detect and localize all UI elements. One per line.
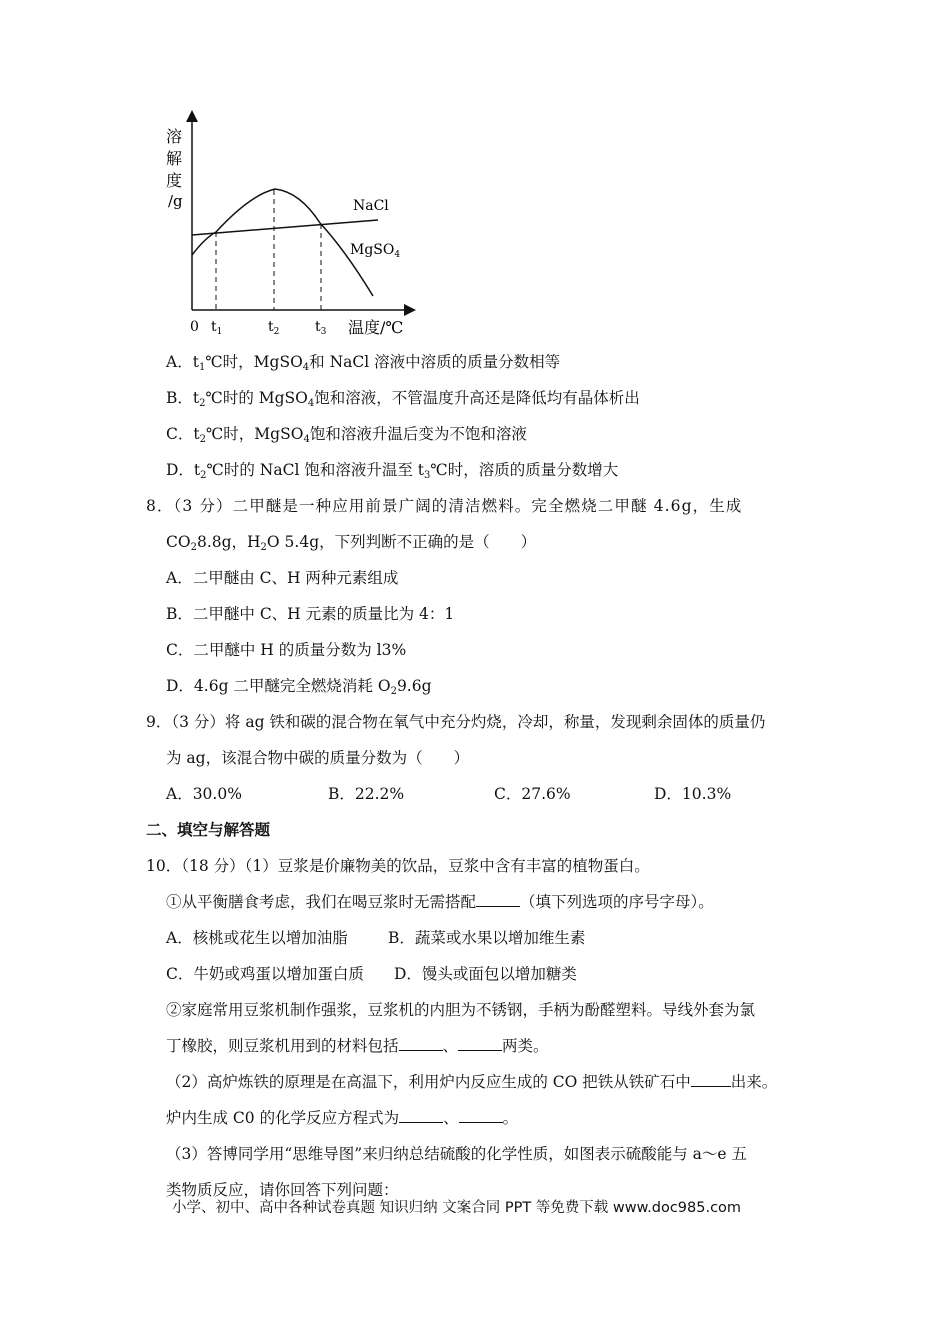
q7-option-b: B．$t_2℃$时的 MgSO$_4$饱和溶液，不管温度升高还是降低均有晶体析出	[166, 389, 640, 409]
answer-blank[interactable]	[459, 1108, 503, 1123]
answer-blank[interactable]	[691, 1072, 731, 1087]
footer-banner: 小学、初中、高中各种试卷真题 知识归纳 文案合同 PPT 等免费下载 www.doc985.com	[172, 1200, 742, 1216]
answer-blank[interactable]	[458, 1036, 502, 1051]
series-label-mgso4: MgSO$_4$	[350, 242, 401, 260]
q9-option-c: C．27.6%	[494, 785, 571, 803]
q10-option-c: C．牛奶或鸡蛋以增加蛋白质	[166, 965, 364, 983]
tick-t1: $t_1$	[211, 319, 223, 337]
section-heading: 二、填空与解答题	[146, 821, 271, 839]
q8-option-d: D．4.6g 二甲醚完全燃烧消耗 $O_29.6g$	[166, 677, 432, 697]
q8-option-c: C．二甲醚中 H 的质量分数为 l3%	[166, 641, 407, 659]
y-label-3: 度	[166, 171, 183, 190]
answer-blank[interactable]	[476, 892, 520, 907]
tick-t3: $t_3$	[315, 319, 327, 337]
answer-blank[interactable]	[399, 1036, 443, 1051]
q10-line8: 炉内生成 C0 的化学反应方程式为 、 。	[166, 1109, 519, 1127]
q7-option-d: D．$t_2℃$时的 NaCl 饱和溶液升温至 $t_3℃$时，溶质的质量分数增大	[166, 461, 619, 481]
solubility-chart	[160, 110, 420, 342]
q9-option-d: D．10.3%	[654, 785, 732, 803]
q9-stem-line1: 9．（3 分）将 ag 铁和碳的混合物在氧气中充分灼烧，冷却，称量，发现剩余固体的质量仍	[146, 713, 766, 731]
tick-t2: $t_2$	[268, 319, 280, 337]
q10-line10: 类物质反应，请你回答下列问题：	[166, 1181, 399, 1199]
y-label-2: 解	[166, 149, 183, 168]
q10-option-b: B．蔬菜或水果以增加维生素	[388, 929, 586, 947]
origin-label: 0	[190, 319, 199, 335]
q10-option-d: D．馒头或面包以增加糖类	[394, 965, 577, 983]
q9-option-a: A．30.0%	[166, 785, 242, 803]
q8-option-a: A．二甲醚由 C、H 两种元素组成	[166, 569, 399, 587]
series-label-nacl: NaCl	[353, 198, 389, 214]
q10-line5: ②家庭常用豆浆机制作强浆，豆浆机的内胆为不锈钢，手柄为酚醛塑料。导线外套为氯	[166, 1001, 756, 1019]
q7-option-c: C．$t_2℃$时，MgSO$_4$饱和溶液升温后变为不饱和溶液	[166, 425, 527, 445]
q10-option-a: A．核桃或花生以增加油脂	[166, 929, 348, 947]
q10-line1: 10．（18 分）（1）豆浆是价廉物美的饮品，豆浆中含有丰富的植物蛋白。	[146, 857, 650, 875]
mgso4-curve	[192, 189, 373, 296]
answer-blank[interactable]	[399, 1108, 443, 1123]
q8-option-b: B．二甲醚中 C、H 元素的质量比为 4：1	[166, 605, 455, 623]
q10-line6: 丁橡胶，则豆浆机用到的材料包括 、 两类。	[166, 1037, 549, 1055]
q9-stem-line2: 为 ag，该混合物中碳的质量分数为（ ）	[166, 749, 470, 767]
q7-option-a: A．$t_1℃$时，MgSO$_4$和 NaCl 溶液中溶质的质量分数相等	[166, 353, 561, 373]
q10-line2: ①从平衡膳食考虑，我们在喝豆浆时无需搭配 （填下列选项的序号字母）。	[166, 893, 714, 911]
y-label-1: 溶	[166, 127, 183, 146]
y-label-4: /g	[168, 192, 183, 210]
q9-option-b: B．22.2%	[328, 785, 405, 803]
x-axis-label: 温度/℃	[348, 318, 404, 337]
q10-line7: （2）高炉炼铁的原理是在高温下，利用炉内反应生成的 CO 把铁从铁矿石中 出来。	[166, 1073, 778, 1091]
q8-stem-line2: $CO_28.8g$，$H_2O$ 5.4g，下列判断不正确的是（ ）	[166, 533, 537, 553]
q8-stem-line1: 8．（3 分）二甲醚是一种应用前景广阔的清洁燃料。完全燃烧二甲醚 4.6g，生成	[146, 497, 743, 515]
q10-line9: （3）答博同学用“思维导图”来归纳总结硫酸的化学性质，如图表示硫酸能与 a～e 五	[166, 1145, 747, 1163]
